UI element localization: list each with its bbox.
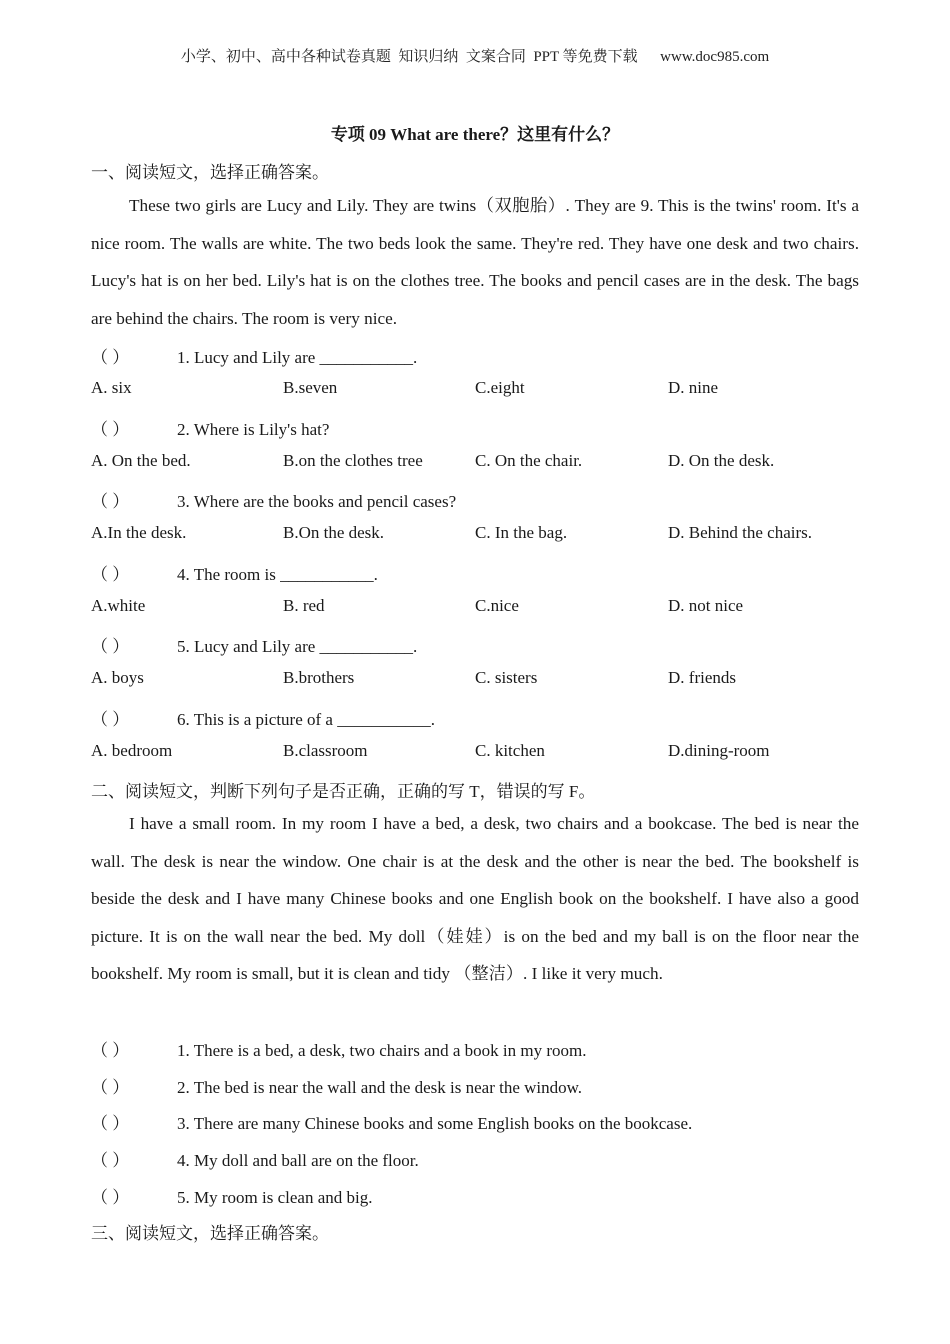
option-a: A.In the desk. <box>91 523 187 542</box>
answer-blank[interactable]: （ ） <box>91 348 130 367</box>
question-text: 5. My room is clean and big. <box>177 1188 373 1207</box>
section2-heading: 二、阅读短文，判断下列句子是否正确，正确的写 T，错误的写 F。 <box>91 782 596 801</box>
question-text: 4. My doll and ball are on the floor. <box>177 1151 419 1170</box>
s1-question-3 <box>91 487 456 512</box>
answer-blank[interactable]: （ ） <box>91 710 130 729</box>
option-c: C. kitchen <box>475 741 545 760</box>
page-title: 专项 09 What are there？这里有什么？ <box>330 125 620 144</box>
s1-question-2 <box>91 415 329 440</box>
question-text: 5. Lucy and Lily are ___________. <box>177 637 418 656</box>
option-a: A. boys <box>91 668 144 687</box>
option-a: A. six <box>91 378 132 397</box>
option-c: C. In the bag. <box>475 523 568 542</box>
s1-question-1 <box>91 343 417 368</box>
option-b: B. red <box>283 596 325 615</box>
answer-blank[interactable]: （ ） <box>91 1041 130 1060</box>
option-d: D. friends <box>668 668 736 687</box>
page-header: 小学、初中、高中各种试卷真题 知识归纳 文案合同 PPT 等免费下载 www.doc985.com <box>180 49 770 65</box>
option-d: D. Behind the chairs. <box>668 523 812 542</box>
option-c: C.eight <box>475 378 525 397</box>
section1-heading: 一、阅读短文，选择正确答案。 <box>91 163 329 182</box>
section2-passage <box>91 805 859 993</box>
answer-blank[interactable]: （ ） <box>91 1151 130 1170</box>
option-c: C. On the chair. <box>475 451 583 470</box>
question-text: 3. Where are the books and pencil cases? <box>177 492 457 511</box>
option-d: D. not nice <box>668 596 744 615</box>
answer-blank[interactable]: （ ） <box>91 1114 130 1133</box>
option-b: B.brothers <box>283 668 355 687</box>
section1-passage <box>91 187 859 337</box>
option-a: A. bedroom <box>91 741 173 760</box>
section3-heading: 三、阅读短文，选择正确答案。 <box>91 1224 329 1243</box>
option-b: B.on the clothes tree <box>283 451 423 470</box>
option-c: C.nice <box>475 596 519 615</box>
question-text: 4. The room is ___________. <box>177 565 378 584</box>
question-text: 1. Lucy and Lily are ___________. <box>177 348 418 367</box>
option-b: B.seven <box>283 378 338 397</box>
s2-question-5 <box>91 1183 372 1208</box>
answer-blank[interactable]: （ ） <box>91 1188 130 1207</box>
option-d: D.dining-room <box>668 741 770 760</box>
question-text: 6. This is a picture of a ___________. <box>177 710 435 729</box>
question-text: 1. There is a bed, a desk, two chairs and a book in my room. <box>177 1041 587 1060</box>
s1-question-6 <box>91 705 435 730</box>
option-d: D. nine <box>668 378 719 397</box>
s2-question-4 <box>91 1146 419 1171</box>
option-d: D. On the desk. <box>668 451 775 470</box>
answer-blank[interactable]: （ ） <box>91 565 130 584</box>
option-b: B.On the desk. <box>283 523 385 542</box>
answer-blank[interactable]: （ ） <box>91 420 130 439</box>
question-text: 2. Where is Lily's hat? <box>177 420 330 439</box>
option-a: A.white <box>91 596 146 615</box>
answer-blank[interactable]: （ ） <box>91 492 130 511</box>
question-text: 2. The bed is near the wall and the desk is near the window. <box>177 1078 583 1097</box>
answer-blank[interactable]: （ ） <box>91 1078 130 1097</box>
section1-passage-text: These two girls are Lucy and Lily. They are twins（双胞胎）. They are 9. This is the twins' room. It's a nice room. The walls are white. The two beds look the same. They're red. They have one desk and two chairs. Lucy's hat is on her bed. Lily's hat is on the clothes tree. The books and pencil cases are in the desk. The bags are behind the chairs. The room is very nice. <box>91 196 859 328</box>
s2-question-2 <box>91 1073 582 1098</box>
section2-passage-text: I have a small room. In my room I have a bed, a desk, two chairs and a bookcase. The bed is near the wall. The desk is near the window. One chair is at the desk and the other is near the bed. The bookshelf is beside the desk and I have many Chinese books and one English book on the bookshelf. I have also a good picture. It is on the wall near the bed. My doll（娃娃）is on the bed and my ball is on the floor near the bookshelf. My room is small, but it is clean and tidy （整洁）. I like it very much. <box>91 814 859 983</box>
option-c: C. sisters <box>475 668 538 687</box>
s2-question-3 <box>91 1109 692 1134</box>
s2-question-1 <box>91 1036 586 1061</box>
question-text: 3. There are many Chinese books and some English books on the bookcase. <box>177 1114 693 1133</box>
s1-question-4 <box>91 560 378 585</box>
option-b: B.classroom <box>283 741 368 760</box>
s1-question-5 <box>91 632 417 657</box>
option-a: A. On the bed. <box>91 451 191 470</box>
answer-blank[interactable]: （ ） <box>91 637 130 656</box>
